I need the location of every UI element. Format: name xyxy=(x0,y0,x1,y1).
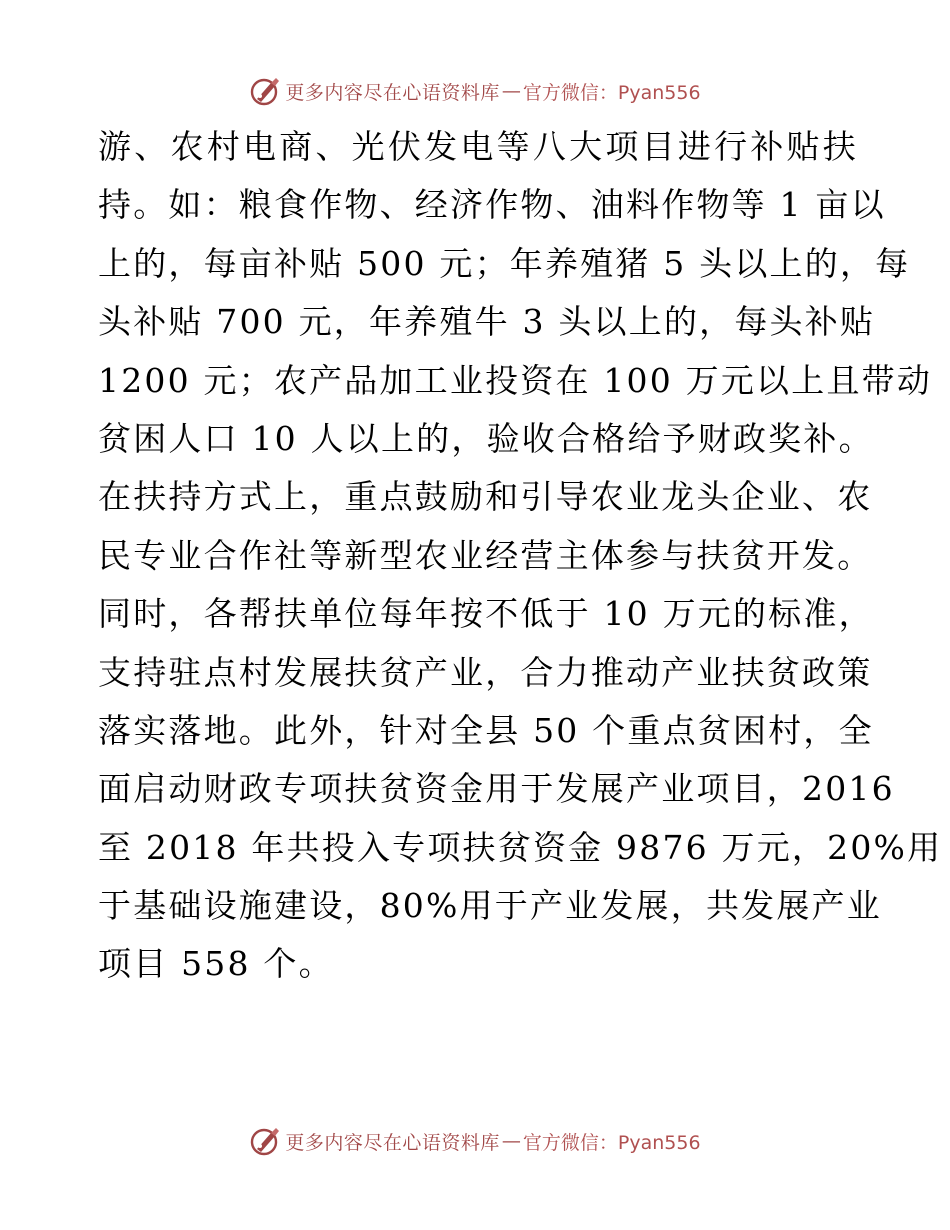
contact-text: 官方微信：Pyan556 xyxy=(522,81,701,104)
body-line: 至 2018 年共投入专项扶贫资金 9876 万元，20%用 xyxy=(98,827,943,867)
body-line: 民专业合作社等新型农业经营主体参与扶贫开发。 xyxy=(98,535,873,575)
body-line: 1200 元；农产品加工业投资在 100 万元以上且带动 xyxy=(98,360,933,400)
document-body xyxy=(98,118,943,994)
contact-text: 官方微信：Pyan556 xyxy=(522,1131,701,1154)
body-line: 头补贴 700 元，年养殖牛 3 头以上的，每头补贴 xyxy=(98,302,876,342)
pen-logo-icon xyxy=(249,75,281,107)
body-line: 贫困人口 10 人以上的，验收合格给予财政奖补。 xyxy=(98,418,874,458)
header-banner xyxy=(0,71,950,111)
banner-dash: — xyxy=(501,1130,521,1152)
body-line: 在扶持方式上，重点鼓励和引导农业龙头企业、农 xyxy=(98,477,873,517)
body-line: 落实落地。此外，针对全县 50 个重点贫困村，全 xyxy=(98,710,874,750)
footer-banner xyxy=(0,1121,950,1161)
promo-text: 更多内容尽在心语资料库 xyxy=(285,1131,500,1154)
banner-dash: — xyxy=(501,80,521,102)
promo-text: 更多内容尽在心语资料库 xyxy=(285,81,500,104)
body-line: 游、农村电商、光伏发电等八大项目进行补贴扶 xyxy=(98,127,858,166)
body-line: 同时，各帮扶单位每年按不低于 10 万元的标准， xyxy=(98,594,874,634)
body-line: 上的，每亩补贴 500 元；年养殖猪 5 头以上的，每 xyxy=(98,243,911,283)
pen-logo-icon xyxy=(249,1125,281,1157)
body-line: 于基础设施建设，80%用于产业发展，共发展产业 xyxy=(98,886,882,926)
body-line: 面启动财政专项扶贫资金用于发展产业项目，2016 xyxy=(98,769,895,809)
body-line: 持。如：粮食作物、经济作物、油料作物等 1 亩以 xyxy=(98,185,886,225)
body-line: 支持驻点村发展扶贫产业，合力推动产业扶贫政策 xyxy=(98,652,873,692)
body-line: 项目 558 个。 xyxy=(98,944,334,984)
